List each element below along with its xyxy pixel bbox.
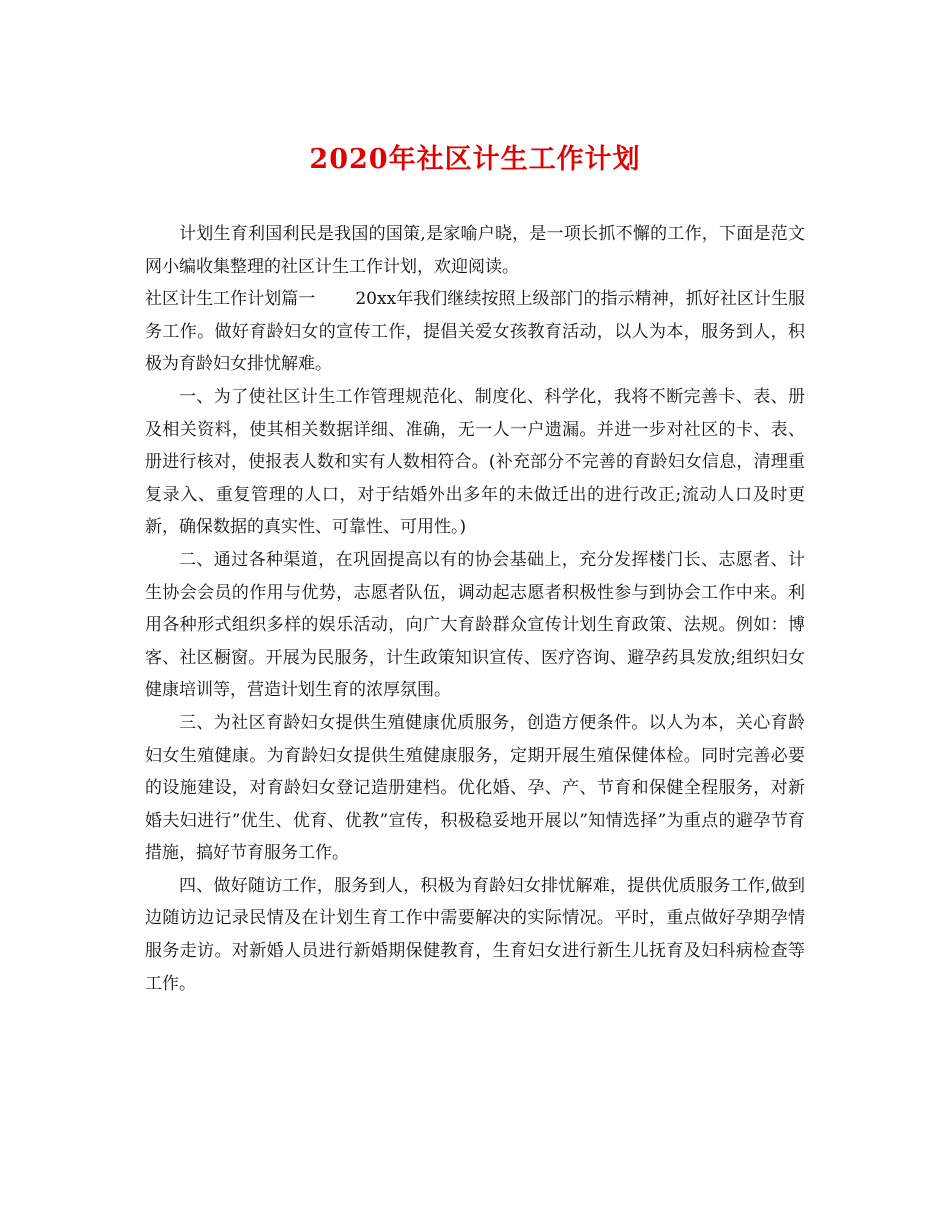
paragraph-3: 三、为社区育龄妇女提供生殖健康优质服务，创造方便条件。以人为本，关心育龄妇女生殖健康。为育龄妇女提供生殖健康服务，定期开展生殖保健体检。同时完善必要的设施建设，对育龄妇女登记造册建档。优化婚、孕、产、节育和保健全程服务，对新婚夫妇进行”优生、优育、优教”宣传，积极稳妥地开展以”知情选择”为重点的避孕节育措施，搞好节育服务工作。 bbox=[145, 712, 805, 864]
intro-paragraph: 计划生育利国利民是我国的国策,是家喻户晓，是一项长抓不懈的工作，下面是范文网小编收集整理的社区计生工作计划，欢迎阅读。 bbox=[145, 224, 805, 277]
section-intro: 20xx年我们继续按照上级部门的指示精神，抓好社区计生服务工作。做好育龄妇女的宣传工作，提倡关爱女孩教育活动，以人为本，服务到人，积极为育龄妇女排忧解难。 bbox=[145, 289, 806, 375]
paragraph-2: 二、通过各种渠道，在巩固提高以有的协会基础上，充分发挥楼门长、志愿者、计生协会会员的作用与优势，志愿者队伍，调动起志愿者积极性参与到协会工作中来。利用各种形式组织多样的娱乐活动，向广大育龄群众宣传计划生育政策、法规。例如：博客、社区橱窗。开展为民服务，计生政策知识宣传、医疗咨询、避孕药具发放;组织妇女健康培训等，营造计划生育的浓厚氛围。 bbox=[145, 549, 805, 701]
paragraph-1: 一、为了使社区计生工作管理规范化、制度化、科学化，我将不断完善卡、表、册及相关资料，使其相关数据详细、准确，无一人一户遗漏。并进一步对社区的卡、表、册进行核对，使报表人数和实有人数相符合。(补充部分不完善的育龄妇女信息，清理重复录入、重复管理的人口，对于结婚外出多年的未做迁出的进行改正;流动人口及时更新，确保数据的真实性、可靠性、可用性。) bbox=[145, 386, 805, 538]
paragraph-4: 四、做好随访工作，服务到人，积极为育龄妇女排忧解难，提供优质服务工作,做到边随访边记录民情及在计划生育工作中需要解决的实际情况。平时，重点做好孕期孕情服务走访。对新婚人员进行新婚期保健教育，生育妇女进行新生儿抚育及妇科病检查等工作。 bbox=[145, 875, 805, 994]
section-paragraph bbox=[145, 283, 805, 381]
page-title: 2020年社区计生工作计划 bbox=[309, 144, 641, 175]
document-body bbox=[145, 218, 805, 1000]
section-label: 社区计生工作计划篇一 bbox=[145, 289, 316, 310]
